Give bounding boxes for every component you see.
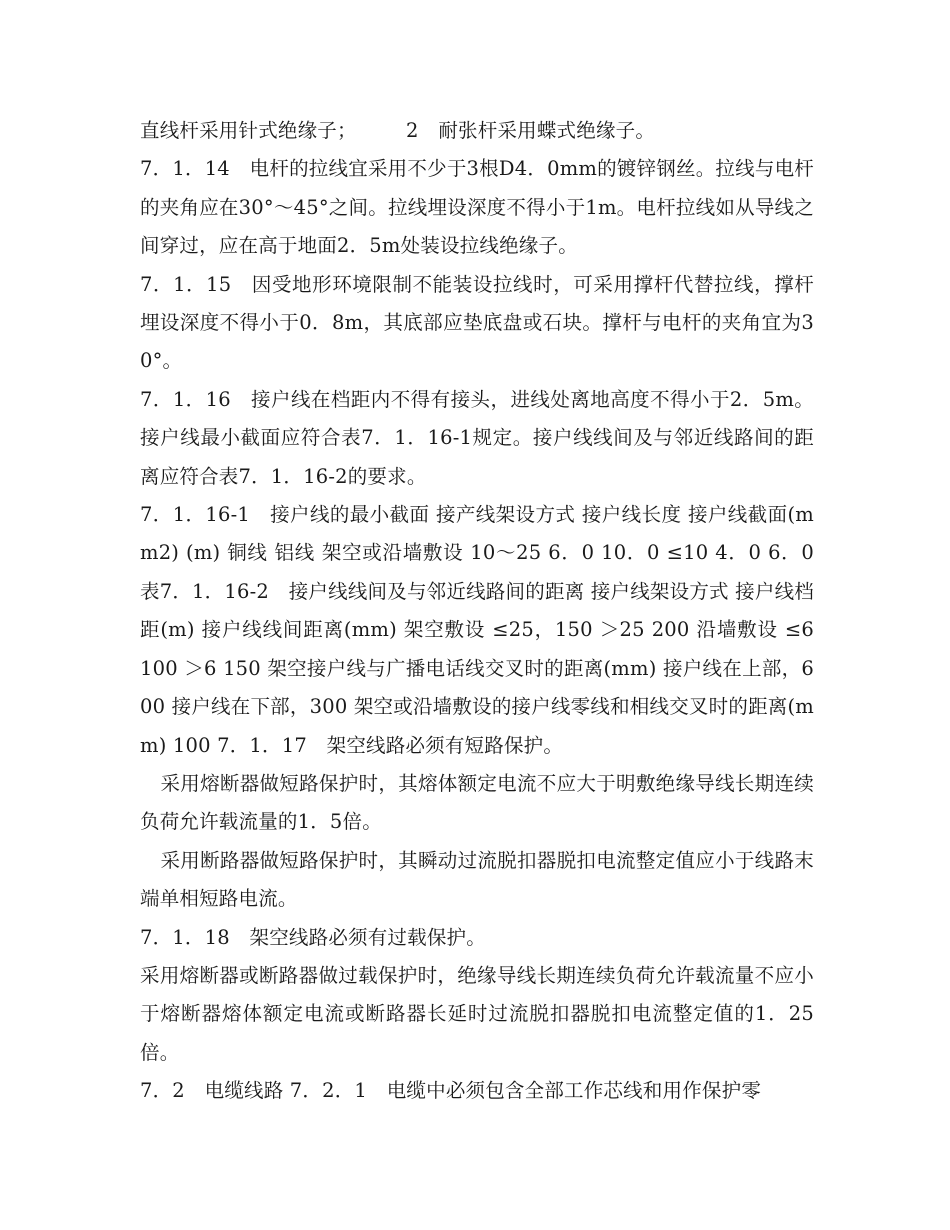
paragraph-7-1-14: 7．1．14 电杆的拉线宜采用不少于3根D4．0mm的镀锌钢丝。拉线与电杆的夹角应在30°～45°之间。拉线埋设深度不得小于1m。电杆拉线如从导线之间穿过，应在高于地面2．5m处装设拉线绝缘子。 [140,157,814,258]
paragraph-7-1-16: 7．1．16 接户线在档距内不得有接头，进线处离地高度不得小于2．5m。接户线最小截面应符合表7．1．16-1规定。接户线线间及与邻近线路间的距离应符合表7．1．16-2的要求。 [140,387,814,488]
paragraph-overload-protection: 采用熔断器或断路器做过载保护时，绝缘导线长期连续负荷允许载流量不应小于熔断器熔体额定电流或断路器长延时过流脱扣器脱扣电流整定值的1．25倍。 [140,963,814,1064]
paragraph-7-2-cable-lines: 7．2 电缆线路 7．2．1 电缆中必须包含全部工作芯线和用作保护零 [140,1079,762,1103]
paragraph-7-1-18: 7．1．18 架空线路必须有过载保护。 [140,925,486,949]
paragraph-7-1-15: 7．1．15 因受地形环境限制不能装设拉线时，可采用撑杆代替拉线，撑杆埋设深度不得小于0．8m，其底部应垫底盘或石块。撑杆与电杆的夹角宜为30°。 [140,272,814,373]
paragraph-insulator-types: 直线杆采用针式绝缘子； 2 耐张杆采用蝶式绝缘子。 [140,119,656,142]
paragraph-fuse-short-circuit: 采用熔断器做短路保护时，其熔体额定电流不应大于明敷绝缘导线长期连续负荷允许载流量的1．5倍。 [140,771,814,834]
document-body [140,112,834,1111]
paragraph-table-7-1-16: 7．1．16-1 接户线的最小截面 接产线架设方式 接户线长度 接户线截面(mm2) (m) 铜线 铝线 架空或沿墙敷设 10～25 6．0 10．0 ≤10 4．0 6．0 表7．1．16-2 接户线线间及与邻近线路间的距离 接户线架设方式 接户线档距(m) 接户线线间距离(mm) 架空敷设 ≤25，150 ＞25 200 沿墙敷设 ≤6 100 ＞6 150 架空接户线与广播电话线交叉时的距离(mm) 接户线在上部，600 接户线在下部，300 架空或沿墙敷设的接户线零线和相线交叉时的距离(mm) 100 7．1．17 架空线路必须有短路保护。 [140,503,834,757]
paragraph-breaker-short-circuit: 采用断路器做短路保护时，其瞬动过流脱扣器脱扣电流整定值应小于线路末端单相短路电流。 [140,848,814,911]
